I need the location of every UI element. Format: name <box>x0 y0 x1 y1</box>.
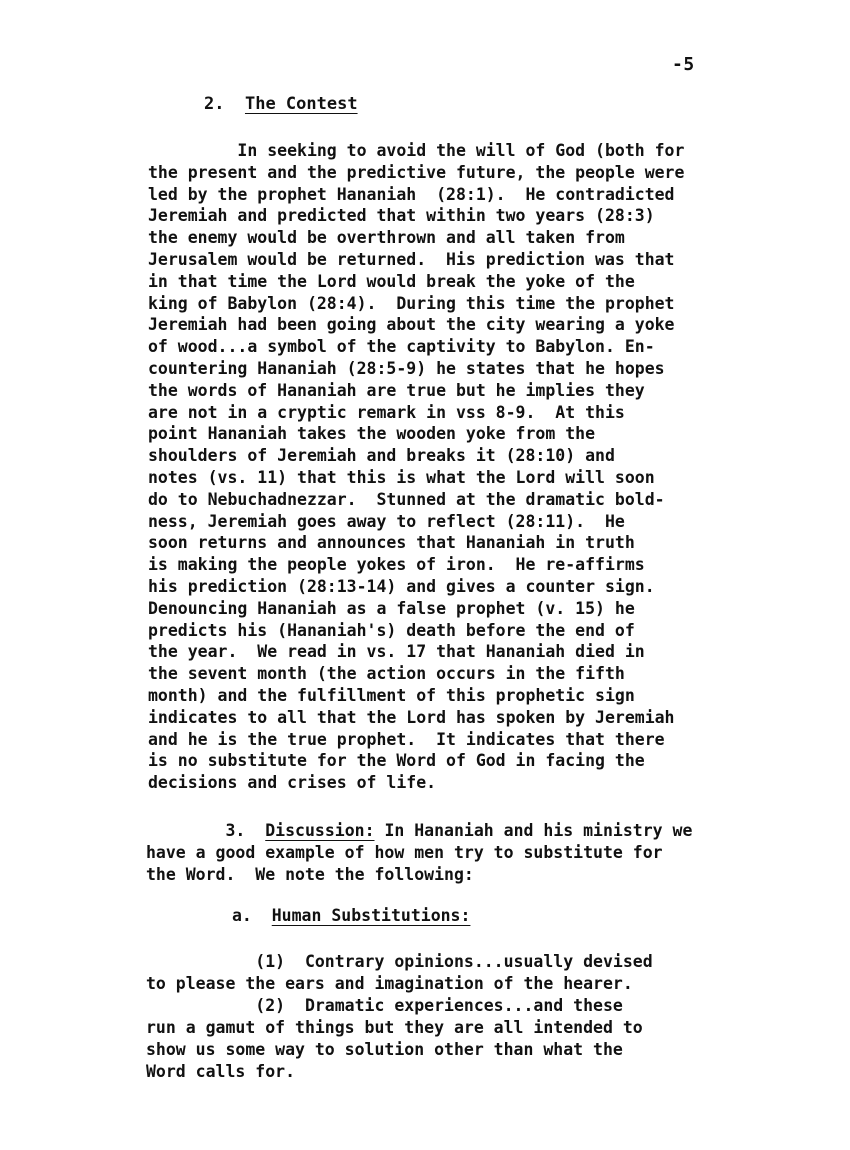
body-line: notes (vs. 11) that this is what the Lord will soon <box>148 467 655 487</box>
list-line: (1) Contrary opinions...usually devised <box>146 952 653 971</box>
section-3-intro-text: In Hananiah and his ministry we <box>374 821 693 840</box>
body-line: countering Hananiah (28:5-9) he states that he hopes <box>148 358 665 378</box>
body-line: Jeremiah had been going about the city wearing a yoke <box>148 315 675 335</box>
section-3-number: 3. <box>225 821 246 840</box>
body-line: predicts his (Hananiah's) death before the end of <box>148 620 635 640</box>
body-line: the Word. We note the following: <box>146 864 474 884</box>
page-number: -5 <box>672 54 695 75</box>
body-line: is no substitute for the Word of God in facing the <box>148 751 645 771</box>
subsection-a-title: Human Substitutions: <box>271 906 471 925</box>
list-line: run a gamut of things but they are all intended to <box>146 1018 643 1037</box>
body-line: Jeremiah and predicted that within two years (28:3) <box>148 206 655 226</box>
subsection-a-heading <box>232 906 470 925</box>
body-line: Jerusalem would be returned. His prediction was that <box>148 249 675 269</box>
list-line: show us some way to solution other than what the <box>146 1040 623 1059</box>
body-line: led by the prophet Hananiah (28:1). He contradicted <box>148 184 675 204</box>
body-line: month) and the fulfillment of this prophetic sign <box>148 685 635 705</box>
body-line: have a good example of how men try to substitute for <box>146 842 663 862</box>
body-line: Denouncing Hananiah as a false prophet (v. 15) he <box>148 598 635 618</box>
body-line: in that time the Lord would break the yoke of the <box>148 271 635 291</box>
section-2-number: 2. <box>204 94 225 114</box>
list-line: (2) Dramatic experiences...and these <box>146 996 623 1015</box>
body-line: In seeking to avoid the will of God (both for <box>148 141 685 160</box>
section-3-title: Discussion: <box>265 821 375 840</box>
body-line: and he is the true prophet. It indicates that there <box>148 729 665 749</box>
body-line: the year. We read in vs. 17 that Hananiah died in <box>148 642 645 662</box>
body-line: point Hananiah takes the wooden yoke from the <box>148 424 596 444</box>
body-line: the enemy would be overthrown and all taken from <box>148 228 625 248</box>
substitution-list <box>146 951 746 1083</box>
body-line: are not in a cryptic remark in vss 8-9. At this <box>148 402 625 422</box>
section-3-intro-line <box>146 820 746 842</box>
body-line: the present and the predictive future, the people were <box>148 162 685 182</box>
body-line: the words of Hananiah are true but he implies they <box>148 380 645 400</box>
subsection-a-label: a. <box>232 906 252 925</box>
section-3-body <box>146 820 746 885</box>
list-line: Word calls for. <box>146 1062 296 1081</box>
body-line: do to Nebuchadnezzar. Stunned at the dramatic bold- <box>148 489 665 509</box>
body-line: ness, Jeremiah goes away to reflect (28:11). He <box>148 511 625 531</box>
body-line: of wood...a symbol of the captivity to Babylon. En- <box>148 337 655 357</box>
body-line: his prediction (28:13-14) and gives a counter sign. <box>148 576 655 596</box>
body-line: is making the people yokes of iron. He re-affirms <box>148 555 645 575</box>
body-line: shoulders of Jeremiah and breaks it (28:10) and <box>148 446 615 466</box>
body-line: soon returns and announces that Hananiah in truth <box>148 533 635 553</box>
section-2-title: The Contest <box>244 94 358 114</box>
body-line: indicates to all that the Lord has spoken by Jeremiah <box>148 707 675 727</box>
section-2-body <box>148 140 748 794</box>
body-line: decisions and crises of life. <box>148 773 437 793</box>
list-line: to please the ears and imagination of the hearer. <box>146 974 633 993</box>
section-2-heading <box>204 94 358 114</box>
body-line: king of Babylon (28:4). During this time the prophet <box>148 293 675 313</box>
body-line: the sevent month (the action occurs in the fifth <box>148 664 625 684</box>
